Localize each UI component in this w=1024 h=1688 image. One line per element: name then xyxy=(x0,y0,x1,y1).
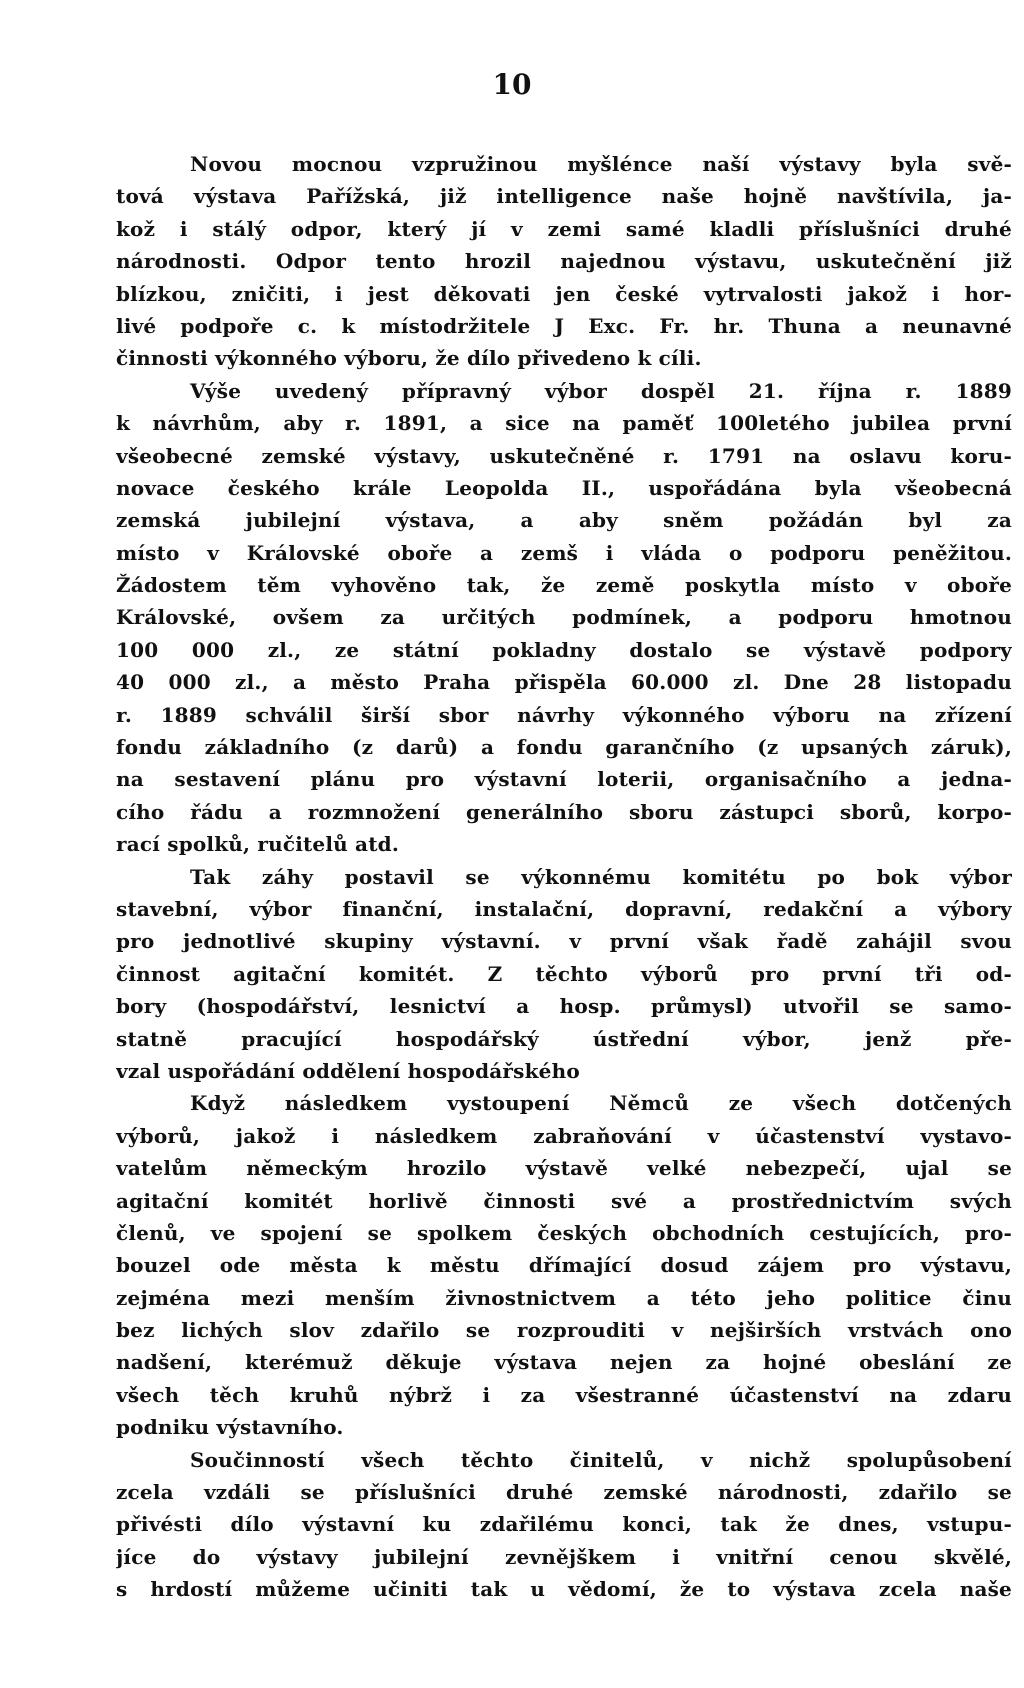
text-line: bez lichých slov zdařilo se rozprouditi v nejširších vrstvách ono xyxy=(116,1318,1012,1343)
paragraph-5 xyxy=(116,1444,1012,1606)
text-line: zejména mezi menším živnostnictvem a této jeho politice činu xyxy=(116,1285,1012,1310)
text-line: Žádostem těm vyhověno tak, že země poskytla místo v oboře xyxy=(116,573,1012,598)
text-line: výborů, jakož i následkem zabraňování v účastenství vystavo- xyxy=(116,1123,1012,1148)
text-line: podniku výstavního. xyxy=(116,1415,344,1440)
text-line: nadšení, kterémuž děkuje výstava nejen za hojné obeslání ze xyxy=(116,1350,1012,1375)
text-line: Tak záhy postavil se výkonnému komitétu po bok výbor xyxy=(190,864,1012,889)
text-line: bory (hospodářství, lesnictví a hosp. průmysl) utvořil se samo- xyxy=(116,994,1012,1019)
text-line: všeobecné zemské výstavy, uskutečněné r. 1791 na oslavu koru- xyxy=(116,443,1012,468)
text-line: činnosti výkonného výboru, že dílo přivedeno k cíli. xyxy=(116,346,702,371)
paragraph-4 xyxy=(116,1087,1012,1443)
text-line: rací spolků, ručitelů atd. xyxy=(116,832,400,857)
text-line: r. 1889 schválil širší sbor návrhy výkonného výboru na zřízení xyxy=(116,702,1012,727)
text-line: k návrhům, aby r. 1891, a sice na paměť 100letého jubilea první xyxy=(116,411,1012,436)
text-line: fondu základního (z darů) a fondu garančního (z upsaných záruk), xyxy=(116,735,1012,760)
text-line: cího řádu a rozmnožení generálního sboru zástupci sborů, korpo- xyxy=(116,799,1012,824)
text-line: Výše uvedený přípravný výbor dospěl 21. října r. 1889 xyxy=(190,378,1012,403)
text-line: 40 000 zl., a město Praha přispěla 60.000 zl. Dne 28 listopadu xyxy=(116,670,1012,695)
text-line: Součinností všech těchto činitelů, v nichž spolupůsobení xyxy=(190,1447,1012,1472)
text-line: Když následkem vystoupení Němců ze všech dotčených xyxy=(190,1091,1012,1116)
page-number: 10 xyxy=(492,68,532,101)
text-line: agitační komitét horlivě činnosti své a prostřednictvím svých xyxy=(116,1188,1012,1213)
body-text xyxy=(116,148,1012,1606)
text-line: kož i stálý odpor, který jí v zemi samé kladli příslušníci druhé xyxy=(116,216,1012,241)
text-line: všech těch kruhů nýbrž i za všestranné účastenství na zdaru xyxy=(116,1382,1012,1407)
text-line: bouzel ode města k městu dřímající dosud zájem pro výstavu, xyxy=(116,1253,1012,1278)
text-line: zemská jubilejní výstava, a aby sněm požádán byl za xyxy=(116,508,1012,533)
text-line: 100 000 zl., ze státní pokladny dostalo se výstavě podpory xyxy=(116,637,1012,662)
text-line: na sestavení plánu pro výstavní loterii, organisačního a jedna- xyxy=(116,767,1012,792)
text-line: livé podpoře c. k místodržitele J Exc. Fr. hr. Thuna a neunavné xyxy=(116,313,1012,338)
paragraph-1 xyxy=(116,148,1012,375)
text-line: Novou mocnou vzpružinou myšlénce naší výstavy byla svě- xyxy=(190,152,1012,176)
text-line: novace českého krále Leopolda II., uspořádána byla všeobecná xyxy=(116,475,1012,500)
text-line: místo v Královské oboře a zemš i vláda o podporu peněžitou. xyxy=(116,540,1012,565)
text-line: statně pracující hospodářský ústřední výbor, jenž pře- xyxy=(116,1026,1012,1051)
text-line: blízkou, zničiti, i jest děkovati jen české vytrvalosti jakož i hor- xyxy=(116,281,1012,306)
text-line: vatelům německým hrozilo výstavě velké nebezpečí, ujal se xyxy=(116,1156,1012,1181)
text-line: pro jednotlivé skupiny výstavní. v první však řadě zahájil svou xyxy=(116,929,1012,954)
text-line: Královské, ovšem za určitých podmínek, a podporu hmotnou xyxy=(116,605,1012,630)
text-line: národnosti. Odpor tento hrozil najednou výstavu, uskutečnění již xyxy=(116,249,1012,274)
text-line: vzal uspořádání oddělení hospodářského xyxy=(116,1058,580,1083)
text-line: s hrdostí můžeme učiniti tak u vědomí, že to výstava zcela naše xyxy=(116,1577,1012,1602)
text-line: tová výstava Pařížská, již intelligence naše hojně navštívila, ja- xyxy=(116,184,1012,209)
text-line: činnost agitační komitét. Z těchto výborů pro první tři od- xyxy=(116,961,1012,986)
text-line: jíce do výstavy jubilejní zevnějškem i vnitřní cenou skvělé, xyxy=(116,1544,1012,1569)
text-line: zcela vzdáli se příslušníci druhé zemské národnosti, zdařilo se xyxy=(116,1480,1012,1505)
paragraph-2 xyxy=(116,375,1012,861)
text-line: stavební, výbor finanční, instalační, dopravní, redakční a výbory xyxy=(116,896,1012,921)
paragraph-3 xyxy=(116,861,1012,1088)
text-line: přivésti dílo výstavní ku zdařilému konci, tak že dnes, vstupu- xyxy=(116,1512,1012,1537)
text-line: členů, ve spojení se spolkem českých obchodních cestujících, pro- xyxy=(116,1220,1012,1245)
